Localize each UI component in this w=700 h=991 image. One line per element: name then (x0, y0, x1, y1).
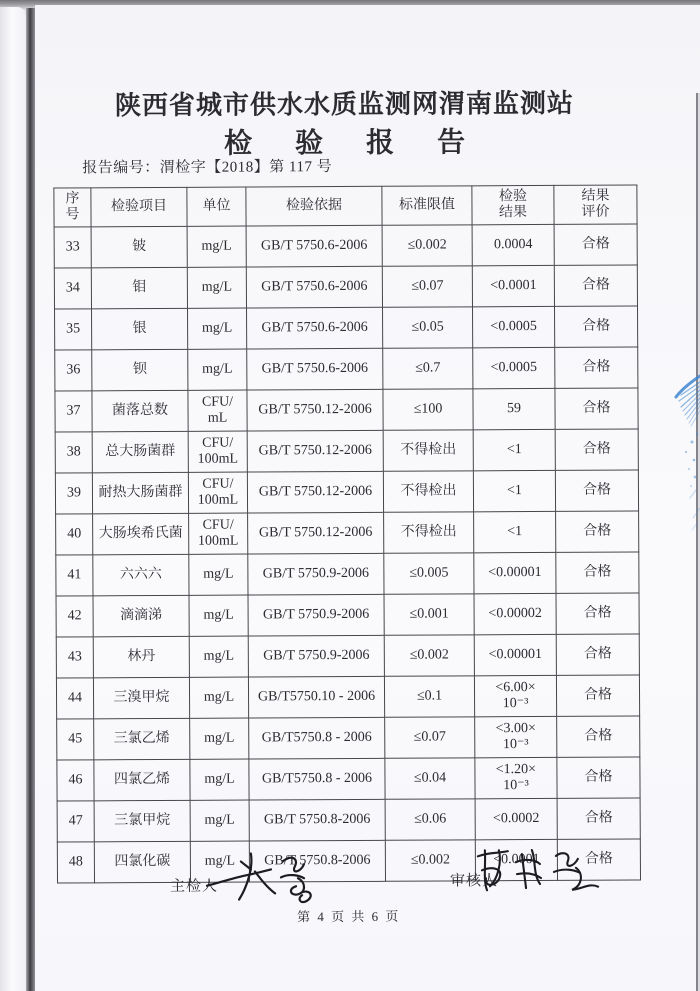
col-no: 45 (57, 719, 94, 760)
col-no: 46 (57, 760, 94, 801)
col-no: 44 (56, 678, 93, 719)
col-unit: CFU/ 100mL (188, 431, 247, 472)
col-basis: GB/T 5750.6-2006 (247, 348, 383, 390)
col-unit: mg/L (188, 349, 247, 390)
col-limit: ≤0.06 (385, 799, 475, 840)
report-number (82, 155, 332, 177)
col-no: 35 (55, 309, 92, 350)
col-evaluation: 合格 (557, 716, 640, 757)
blue-seal-fragment-icon (672, 370, 700, 540)
table-row (56, 634, 639, 678)
col-evaluation: 合格 (557, 757, 640, 798)
col-limit: 不得检出 (383, 430, 473, 471)
col-result: <1 (473, 429, 555, 470)
col-limit: ≤0.7 (383, 348, 473, 389)
col-evaluation: 合格 (556, 593, 639, 634)
col-item: 三氯甲烷 (94, 800, 190, 842)
col-header-result: 检验 结果 (472, 185, 554, 224)
adjacent-page-edge (0, 7, 26, 991)
col-basis: GB/T 5750.12-2006 (248, 512, 384, 554)
table-row (54, 224, 637, 268)
col-limit: ≤0.002 (385, 840, 475, 881)
col-limit: ≤0.05 (383, 307, 473, 348)
col-limit: ≤0.005 (384, 553, 474, 594)
page-right-edge (696, 93, 698, 991)
col-limit: 不得检出 (383, 471, 473, 512)
col-limit: ≤0.001 (384, 594, 474, 635)
col-no: 34 (54, 268, 91, 309)
col-evaluation: 合格 (555, 470, 638, 511)
col-basis: GB/T 5750.12-2006 (247, 471, 383, 513)
col-unit: mg/L (189, 554, 248, 595)
col-no: 37 (55, 391, 92, 432)
col-evaluation: 合格 (555, 388, 638, 429)
reviewer-label: 审核人 (449, 873, 499, 890)
col-unit: mg/L (190, 841, 249, 882)
results-table-header (54, 185, 637, 227)
table-row (56, 675, 639, 719)
col-result: <0.0001 (475, 839, 557, 880)
col-limit: ≤0.002 (382, 225, 472, 266)
col-basis: GB/T 5750.12-2006 (247, 430, 383, 472)
col-item: 铍 (91, 226, 187, 268)
col-no: 36 (55, 350, 92, 391)
col-result: <0.00001 (474, 552, 556, 593)
report-number-label: 报告编号： (82, 159, 160, 177)
col-item: 三溴甲烷 (93, 677, 189, 719)
col-no: 47 (57, 801, 94, 842)
col-unit: mg/L (188, 308, 247, 349)
col-evaluation: 合格 (555, 347, 638, 388)
col-limit: 不得检出 (384, 512, 474, 553)
table-row (57, 716, 640, 760)
table-row (56, 552, 639, 596)
col-result: <1.20× 10⁻³ (475, 757, 557, 798)
col-item: 耐热大肠菌群 (92, 472, 188, 514)
col-header-limit: 标准限值 (382, 186, 472, 225)
col-limit: ≤0.1 (384, 676, 474, 717)
table-row (55, 429, 638, 473)
col-unit: mg/L (190, 759, 249, 800)
col-result: <0.0002 (475, 798, 557, 839)
col-basis: GB/T5750.8 - 2006 (249, 758, 385, 800)
col-header-item: 检验项目 (91, 187, 187, 227)
col-item: 林丹 (93, 636, 189, 678)
col-item: 六六六 (93, 554, 189, 596)
col-item: 钡 (92, 349, 188, 391)
col-no: 38 (55, 432, 92, 473)
col-basis: GB/T 5750.9-2006 (248, 594, 384, 636)
results-table (53, 184, 641, 883)
col-result: <1 (473, 470, 555, 511)
page-content (52, 3, 640, 991)
col-no: 39 (55, 473, 92, 514)
col-evaluation: 合格 (556, 675, 639, 716)
col-item: 总大肠菌群 (92, 431, 188, 473)
binding-gutter (26, 8, 35, 991)
table-row (57, 757, 640, 801)
col-evaluation: 合格 (554, 306, 637, 347)
col-result: 0.0004 (472, 224, 554, 265)
col-limit: ≤100 (383, 389, 473, 430)
col-evaluation: 合格 (554, 224, 637, 265)
col-result: <0.00002 (474, 593, 556, 634)
col-no: 40 (56, 514, 93, 555)
col-basis: GB/T5750.10 - 2006 (248, 676, 384, 718)
col-result: <0.00001 (474, 634, 556, 675)
col-unit: mg/L (189, 595, 248, 636)
col-unit: mg/L (190, 718, 249, 759)
col-evaluation: 合格 (557, 839, 640, 880)
col-header-unit: 单位 (187, 187, 246, 226)
inspector-signature (205, 845, 325, 908)
col-limit: ≤0.07 (382, 266, 472, 307)
col-no: 41 (56, 555, 93, 596)
col-item: 菌落总数 (92, 390, 188, 432)
col-result: <0.0005 (473, 347, 555, 388)
col-unit: mg/L (190, 800, 249, 841)
col-basis: GB/T 5750.6-2006 (246, 225, 382, 267)
col-unit: mg/L (187, 267, 246, 308)
col-basis: GB/T5750.8 - 2006 (249, 717, 385, 759)
col-item: 四氯化碳 (94, 841, 190, 883)
col-item: 钼 (91, 267, 187, 309)
col-basis: GB/T 5750.9-2006 (248, 553, 384, 595)
col-item: 滴滴涕 (93, 595, 189, 637)
table-row (55, 388, 638, 432)
col-evaluation: 合格 (556, 511, 639, 552)
page-subtitle: 检 验 报 告 (224, 127, 466, 160)
col-limit: ≤0.04 (385, 758, 475, 799)
col-item: 大肠埃希氏菌 (93, 513, 189, 555)
table-row (55, 306, 638, 350)
col-result: <1 (474, 511, 556, 552)
report-number-value: 渭检字【2018】第 117 号 (159, 159, 333, 176)
table-row (57, 798, 640, 842)
col-unit: mg/L (189, 636, 248, 677)
results-table-body (54, 224, 640, 883)
col-item: 四氯乙烯 (94, 759, 190, 801)
col-basis: GB/T 5750.8-2006 (249, 840, 385, 882)
col-result: 59 (473, 388, 555, 429)
col-limit: ≤0.07 (385, 717, 475, 758)
table-row (54, 265, 637, 309)
header-row (54, 185, 637, 227)
col-unit: mg/L (187, 226, 246, 267)
col-result: <6.00× 10⁻³ (474, 675, 556, 716)
reviewer-signature (470, 842, 610, 901)
table-row (56, 593, 639, 637)
col-item: 银 (92, 308, 188, 350)
col-no: 48 (57, 842, 94, 883)
col-unit: CFU/ 100mL (188, 472, 247, 513)
table-row (55, 470, 638, 514)
col-header-no: 序 号 (54, 188, 91, 227)
col-no: 43 (56, 637, 93, 678)
col-evaluation: 合格 (555, 429, 638, 470)
col-result: <0.0005 (473, 306, 555, 347)
col-unit: mg/L (189, 677, 248, 718)
col-basis: GB/T 5750.6-2006 (247, 307, 383, 349)
col-header-evaluation: 结果 评价 (554, 185, 637, 224)
col-unit: CFU/ mL (188, 390, 247, 431)
col-result: <0.0001 (472, 265, 554, 306)
table-row (55, 347, 638, 391)
report-page (35, 5, 700, 991)
table-row (56, 511, 639, 555)
col-evaluation: 合格 (556, 552, 639, 593)
col-evaluation: 合格 (554, 265, 637, 306)
col-no: 42 (56, 596, 93, 637)
col-result: <3.00× 10⁻³ (475, 716, 557, 757)
col-evaluation: 合格 (557, 798, 640, 839)
col-limit: ≤0.002 (384, 635, 474, 676)
col-basis: GB/T 5750.12-2006 (247, 389, 383, 431)
page-indicator: 第 4 页 共 6 页 (297, 908, 401, 925)
col-item: 三氯乙烯 (94, 718, 190, 760)
col-basis: GB/T 5750.6-2006 (246, 266, 382, 308)
page-title: 陕西省城市供水水质监测网渭南监测站 (114, 88, 575, 121)
col-basis: GB/T 5750.9-2006 (248, 635, 384, 677)
inspector-label: 主检人 (169, 878, 219, 895)
col-header-basis: 检验依据 (246, 186, 382, 226)
col-basis: GB/T 5750.8-2006 (249, 799, 385, 841)
col-unit: CFU/ 100mL (189, 513, 248, 554)
col-evaluation: 合格 (556, 634, 639, 675)
col-no: 33 (54, 227, 91, 268)
